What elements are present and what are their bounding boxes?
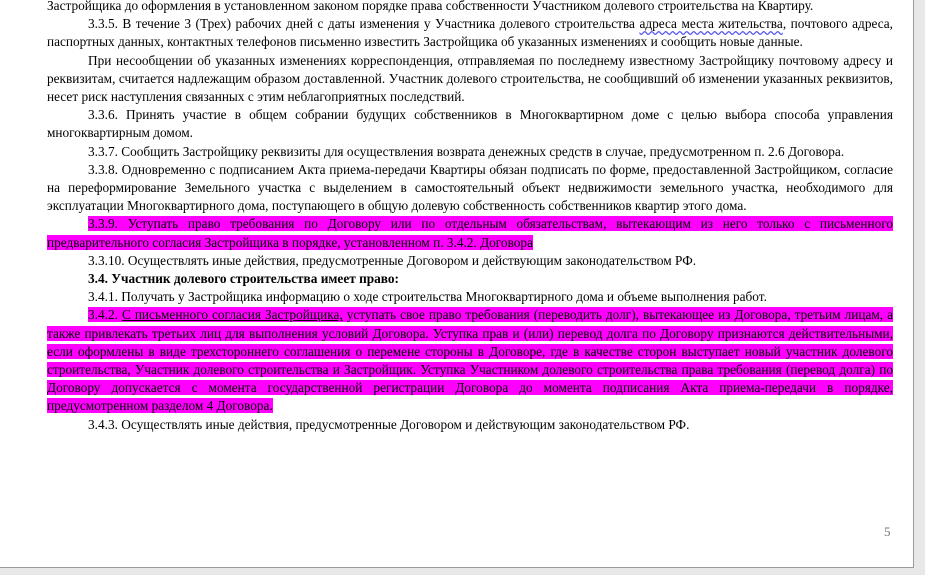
highlighted-text: 3.4.2. С письменного согласия Застройщика, уступать свое право требования (переводить долг), вытекающее из Договора, третьим лицам, а также привлекать третьих лиц для выполнения условий Договора. Уступка прав и (или) перевод долга по Договору признаются действительными, если оформлены в виде трехстороннего соглашения о перемене стороны в Договоре, где в качестве сторон выступает новый участник долевого строительства, Участник долевого строительства и Застройщик. Уступка Участником долевого строительства права требования (перевод долга) по Договору допускается с момента государственной регистрации Договора до момента подписания Акта приема-передачи в порядке, предусмотренном разделом 4 Договора. xyxy=(47,307,893,414)
page-shadow-right xyxy=(914,0,925,575)
paragraph-3-3-7: 3.3.7. Сообщить Застройщику реквизиты для осуществления возврата денежных средств в случае, предусмотренном п. 2.6 Договора. xyxy=(88,143,845,159)
paragraph-3-3-6: 3.3.6. Принять участие в общем собрании будущих собственников в Многоквартирном доме с целью выбора способа управления многоквартирным домом. xyxy=(47,107,893,141)
paragraph-3-4-3: 3.4.3. Осуществлять иные действия, предусмотренные Договором и действующим законодательством РФ. xyxy=(88,416,690,432)
paragraph-3-4-1: 3.4.1. Получать у Застройщика информацию о ходе строительства Многоквартирного дома и объеме выполнения работ. xyxy=(88,289,767,305)
underlined-phrase: С письменного согласия Застройщика, xyxy=(121,307,343,323)
highlighted-text: 3.3.9. Уступать право требования по Договору или по отдельным обязательствам, вытекающим из него только с письменного предварительного согласия Застройщика в порядке, установленном п. 3.4.2. Договора xyxy=(47,216,893,250)
page-shadow-bottom xyxy=(0,568,925,575)
page-number: 5 xyxy=(884,524,891,539)
paragraph-3-3-10: 3.3.10. Осуществлять иные действия, предусмотренные Договором и действующим законодательством РФ. xyxy=(88,252,697,268)
document-body xyxy=(47,0,893,434)
page-edge-right xyxy=(913,0,914,568)
section-heading-3-4: 3.4. Участник долевого строительства имеет право: xyxy=(88,271,399,287)
paragraph-non-notice: При несообщении об указанных изменениях корреспонденция, отправляемая по последнему известному Застройщику почтовому адресу и реквизитам, считается надлежащим образом доставленной. Участник долевого строительства, не сообщивший об изменении указанных реквизитов, несет риск наступления связанных с этим неблагоприятных последствий. xyxy=(47,52,893,105)
paragraph-3-3-5: 3.3.5. В течение 3 (Трех) рабочих дней с даты изменения у Участника долевого строительства адреса места жительства, почтового адреса, паспортных данных, контактных телефонов письменно известить Застройщика об указанных изменениях и сообщить новые данные. xyxy=(47,16,893,50)
spellcheck-marked-phrase[interactable]: адреса места жительства xyxy=(639,16,783,32)
paragraph-3-3-9 xyxy=(47,215,893,251)
paragraph-3-3-8: 3.3.8. Одновременно с подписанием Акта приема-передачи Квартиры обязан подписать по форме, предоставленной Застройщиком, согласие на переформирование Земельного участка с выделением в самостоятельный объект недвижимости земельного участка, необходимого для эксплуатации Многоквартирного дома, поступающего в общую долевую собственность собственников квартир этого дома. xyxy=(47,161,893,214)
paragraph-continuation: Застройщика до оформления в установленном законом порядке права собственности Участником долевого строительства на Квартиру. xyxy=(47,0,814,13)
paragraph-3-4-2 xyxy=(47,306,893,415)
page-edge-bottom xyxy=(0,567,914,568)
